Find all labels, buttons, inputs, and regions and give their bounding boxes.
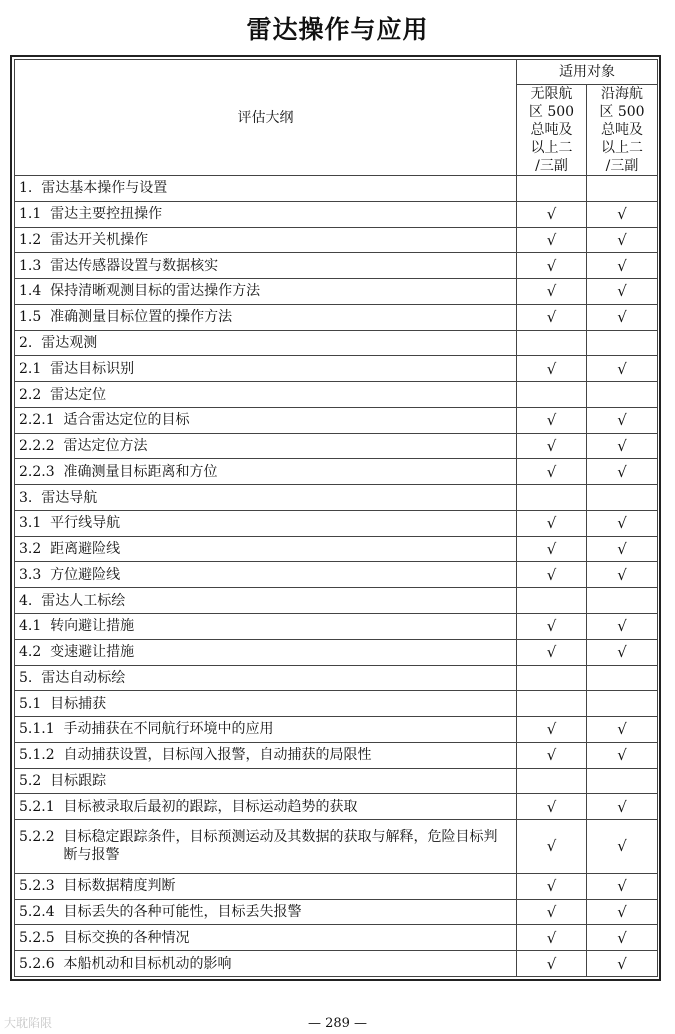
item-text: 雷达定位 (50, 386, 107, 403)
table-row (15, 562, 658, 588)
item-number: 5.2.3 (19, 878, 55, 895)
item-number: 2. (19, 334, 33, 351)
outline-item (15, 639, 517, 665)
check-coastal: √ (587, 201, 658, 227)
check-ocean: √ (517, 356, 587, 382)
table-row (15, 407, 658, 433)
item-number: 3.1 (19, 515, 42, 532)
item-text: 手动捕获在不同航行环境中的应用 (63, 721, 274, 738)
check-ocean: √ (517, 253, 587, 279)
outline-item (15, 433, 517, 459)
outline-item (15, 691, 517, 717)
item-number: 3.2 (19, 541, 42, 558)
item-text: 适合雷达定位的目标 (63, 412, 190, 429)
table-row (15, 768, 658, 794)
item-number: 2.2 (19, 386, 42, 403)
item-number: 3. (19, 489, 33, 506)
item-text: 目标捕获 (50, 695, 107, 712)
outline-item (15, 459, 517, 485)
outline-item (15, 279, 517, 305)
item-text: 目标被录取后最初的跟踪，目标运动趋势的获取 (63, 798, 358, 815)
outline-item (15, 588, 517, 614)
outline-item (15, 510, 517, 536)
item-number: 3.3 (19, 566, 42, 583)
item-number: 2.2.2 (19, 438, 55, 455)
header-col-ocean: 无限航 区 500 总吨及 以上二 /三副 (517, 85, 587, 176)
item-number: 4. (19, 592, 33, 609)
table-row (15, 253, 658, 279)
check-ocean: √ (517, 227, 587, 253)
table-row (15, 639, 658, 665)
item-text: 雷达观测 (41, 334, 98, 351)
check-ocean (517, 665, 587, 691)
outline-item (15, 794, 517, 820)
table-row (15, 691, 658, 717)
outline-item (15, 951, 517, 977)
table-row (15, 742, 658, 768)
check-ocean: √ (517, 407, 587, 433)
outline-item (15, 330, 517, 356)
item-text: 雷达自动标绘 (41, 669, 126, 686)
item-number: 1. (19, 180, 33, 197)
check-ocean (517, 176, 587, 202)
outline-item (15, 614, 517, 640)
page-title: 雷达操作与应用 (246, 15, 429, 44)
check-ocean (517, 691, 587, 717)
item-text: 本船机动和目标机动的影响 (63, 955, 232, 972)
table-row (15, 951, 658, 977)
outline-item (15, 407, 517, 433)
item-number: 1.3 (19, 257, 42, 274)
check-ocean: √ (517, 201, 587, 227)
outline-item (15, 304, 517, 330)
item-text: 距离避险线 (50, 541, 121, 558)
check-ocean: √ (517, 304, 587, 330)
table-row (15, 665, 658, 691)
outline-item (15, 820, 517, 874)
item-number: 2.2.3 (19, 463, 55, 480)
check-coastal (587, 485, 658, 511)
table-row (15, 873, 658, 899)
check-coastal: √ (587, 614, 658, 640)
table-row (15, 820, 658, 874)
item-number: 2.1 (19, 360, 42, 377)
table-row (15, 794, 658, 820)
table-row (15, 201, 658, 227)
check-coastal: √ (587, 717, 658, 743)
check-ocean (517, 588, 587, 614)
item-number: 4.2 (19, 644, 42, 661)
table-row (15, 227, 658, 253)
check-coastal: √ (587, 951, 658, 977)
check-ocean: √ (517, 925, 587, 951)
outline-item (15, 227, 517, 253)
check-ocean: √ (517, 536, 587, 562)
check-coastal: √ (587, 279, 658, 305)
item-text: 转向避让措施 (50, 618, 135, 635)
check-ocean (517, 382, 587, 408)
item-text: 雷达目标识别 (50, 360, 135, 377)
item-text: 雷达人工标绘 (41, 592, 126, 609)
check-ocean: √ (517, 614, 587, 640)
item-text: 平行线导航 (50, 515, 121, 532)
check-coastal: √ (587, 227, 658, 253)
table-row (15, 382, 658, 408)
table-row (15, 899, 658, 925)
item-number: 5. (19, 669, 33, 686)
item-number: 1.1 (19, 206, 42, 223)
table-row (15, 304, 658, 330)
header-applicable-group: 适用对象 (517, 60, 658, 85)
check-ocean (517, 330, 587, 356)
check-coastal: √ (587, 742, 658, 768)
outline-item (15, 201, 517, 227)
item-number: 5.1.2 (19, 747, 55, 764)
item-text: 保持清晰观测目标的雷达操作方法 (50, 283, 261, 300)
check-ocean: √ (517, 742, 587, 768)
check-coastal: √ (587, 925, 658, 951)
check-ocean: √ (517, 899, 587, 925)
item-text: 目标稳定跟踪条件，目标预测运动及其数据的获取与解释，危险目标判断与报警 (63, 829, 498, 864)
check-ocean: √ (517, 459, 587, 485)
check-coastal: √ (587, 536, 658, 562)
check-coastal (587, 588, 658, 614)
check-ocean: √ (517, 510, 587, 536)
check-ocean (517, 768, 587, 794)
table-row (15, 925, 658, 951)
item-number: 4.1 (19, 618, 42, 635)
item-text: 目标丢失的各种可能性，目标丢失报警 (63, 903, 302, 920)
table-row (15, 459, 658, 485)
check-coastal: √ (587, 899, 658, 925)
item-text: 目标数据精度判断 (63, 878, 176, 895)
check-coastal: √ (587, 253, 658, 279)
item-number: 5.1 (19, 695, 42, 712)
table-row (15, 510, 658, 536)
check-coastal: √ (587, 639, 658, 665)
item-text: 雷达主要控扭操作 (50, 206, 163, 223)
outline-item (15, 665, 517, 691)
check-coastal: √ (587, 356, 658, 382)
item-text: 目标交换的各种情况 (63, 929, 190, 946)
check-ocean: √ (517, 717, 587, 743)
item-text: 雷达开关机操作 (50, 231, 149, 248)
item-text: 雷达导航 (41, 489, 98, 506)
item-text: 准确测量目标位置的操作方法 (50, 309, 233, 326)
item-text: 准确测量目标距离和方位 (63, 463, 218, 480)
outline-item (15, 717, 517, 743)
check-coastal (587, 382, 658, 408)
table-row (15, 485, 658, 511)
table-row (15, 356, 658, 382)
table-row (15, 279, 658, 305)
check-coastal: √ (587, 820, 658, 874)
outline-item (15, 925, 517, 951)
item-text: 雷达传感器设置与数据核实 (50, 257, 219, 274)
assessment-outline-table (14, 59, 658, 977)
check-coastal (587, 330, 658, 356)
item-number: 1.2 (19, 231, 42, 248)
check-ocean: √ (517, 639, 587, 665)
watermark: 大耽陷限 (4, 1016, 53, 1030)
item-text: 自动捕获设置，目标闯入报警，自动捕获的局限性 (63, 747, 372, 764)
item-number: 5.2 (19, 772, 42, 789)
check-coastal: √ (587, 562, 658, 588)
check-coastal: √ (587, 407, 658, 433)
item-number: 5.2.4 (19, 903, 55, 920)
check-coastal (587, 691, 658, 717)
check-ocean: √ (517, 794, 587, 820)
outline-item (15, 176, 517, 202)
item-number: 5.2.5 (19, 929, 55, 946)
item-text: 雷达定位方法 (63, 438, 148, 455)
check-ocean: √ (517, 820, 587, 874)
table-row (15, 433, 658, 459)
outline-item (15, 382, 517, 408)
item-number: 1.5 (19, 309, 42, 326)
outline-item (15, 536, 517, 562)
check-coastal: √ (587, 304, 658, 330)
outline-item (15, 742, 517, 768)
table-row (15, 176, 658, 202)
check-ocean: √ (517, 951, 587, 977)
check-ocean: √ (517, 562, 587, 588)
outline-body (15, 176, 658, 977)
item-number: 5.1.1 (19, 721, 55, 738)
outline-item (15, 485, 517, 511)
check-ocean (517, 485, 587, 511)
item-number: 5.2.1 (19, 798, 55, 815)
outline-item (15, 562, 517, 588)
table-row (15, 536, 658, 562)
outline-item (15, 356, 517, 382)
check-coastal: √ (587, 873, 658, 899)
outline-item (15, 899, 517, 925)
check-coastal (587, 768, 658, 794)
check-coastal: √ (587, 459, 658, 485)
item-number: 5.2.2 (19, 829, 55, 846)
outline-item (15, 873, 517, 899)
item-text: 雷达基本操作与设置 (41, 180, 168, 197)
check-ocean: √ (517, 873, 587, 899)
item-text: 方位避险线 (50, 566, 121, 583)
table-row (15, 717, 658, 743)
check-coastal: √ (587, 510, 658, 536)
check-coastal: √ (587, 794, 658, 820)
table-row (15, 330, 658, 356)
check-ocean: √ (517, 279, 587, 305)
outline-item (15, 253, 517, 279)
table-row (15, 588, 658, 614)
check-coastal (587, 665, 658, 691)
item-text: 目标跟踪 (50, 772, 107, 789)
page-number: — 289 — (307, 1016, 368, 1031)
outline-item (15, 768, 517, 794)
item-number: 1.4 (19, 283, 42, 300)
check-coastal: √ (587, 433, 658, 459)
check-coastal (587, 176, 658, 202)
item-text: 变速避让措施 (50, 644, 135, 661)
item-number: 5.2.6 (19, 955, 55, 972)
table-row (15, 614, 658, 640)
item-number: 2.2.1 (19, 412, 55, 429)
header-outline: 评估大纲 (15, 60, 517, 176)
header-col-coastal: 沿海航 区 500 总吨及 以上二 /三副 (587, 85, 658, 176)
check-ocean: √ (517, 433, 587, 459)
